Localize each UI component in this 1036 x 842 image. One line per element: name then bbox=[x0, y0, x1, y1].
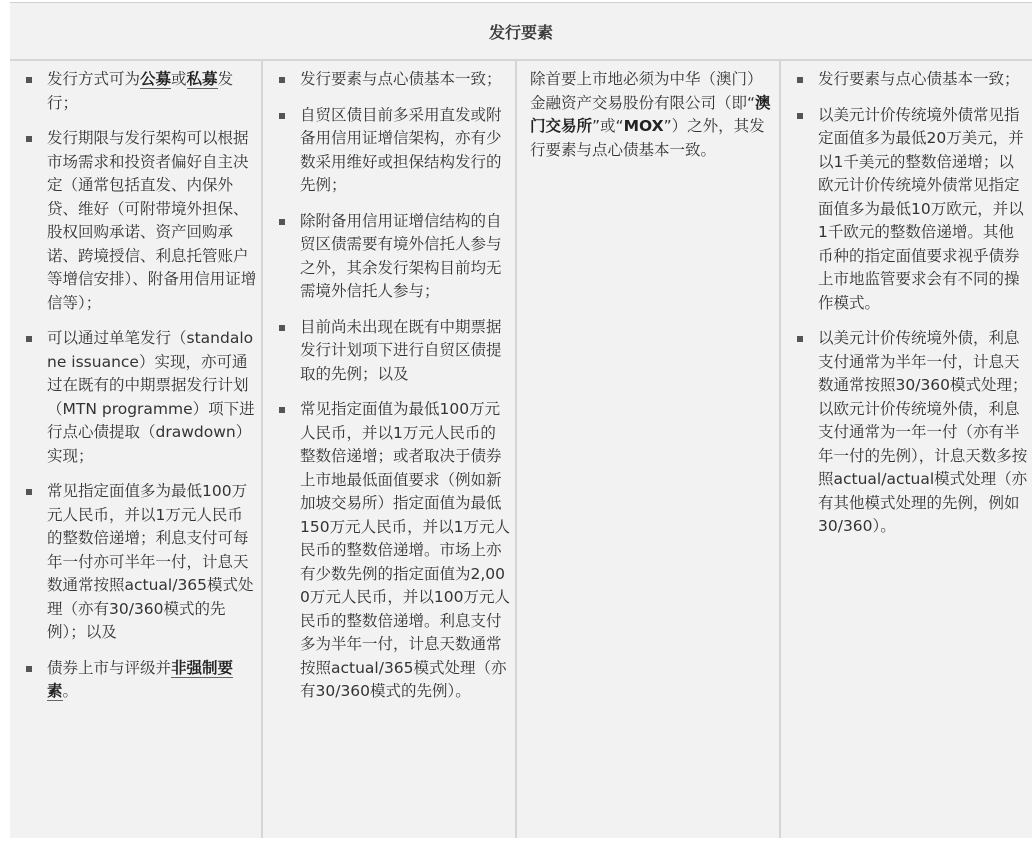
list-item: 发行要素与点心债基本一致； bbox=[263, 68, 511, 92]
table-header-title: 发行要素 bbox=[488, 22, 553, 42]
bullet-list bbox=[781, 68, 1028, 539]
square-bullet-icon bbox=[279, 77, 285, 83]
square-bullet-icon bbox=[797, 113, 803, 119]
square-bullet-icon bbox=[26, 136, 32, 142]
list-item: 债券上市与评级并非强制要素。 bbox=[10, 657, 257, 704]
square-bullet-icon bbox=[797, 77, 803, 83]
list-item: 目前尚未出现在既有中期票据发行计划项下进行自贸区债提取的先例；以及 bbox=[263, 316, 511, 387]
square-bullet-icon bbox=[797, 336, 803, 342]
list-item: 发行方式可为公募或私募发行； bbox=[10, 68, 257, 115]
mox-name-emphasis: 澳门交易所 bbox=[530, 93, 771, 135]
private-placement-emphasis: 私募 bbox=[186, 70, 218, 88]
square-bullet-icon bbox=[279, 407, 285, 413]
square-bullet-icon bbox=[26, 77, 32, 83]
bullet-list bbox=[263, 68, 511, 704]
list-item: 常见指定面值多为最低100万元人民币，并以1万元人民币的整数倍递增；利息支付可每年一付亦可半年一付，计息天数通常按照actual/365模式处理（亦有30/360模式的先例）；以及 bbox=[10, 480, 257, 645]
paragraph: 除首要上市地必须为中华（澳门）金融资产交易股份有限公司（即“澳门交易所”或“MOX”）之外，其发行要素与点心债基本一致。 bbox=[530, 70, 771, 159]
square-bullet-icon bbox=[279, 325, 285, 331]
issuance-elements-table bbox=[10, 2, 1032, 840]
list-item: 自贸区债目前多采用直发或附备用信用证增信架构，亦有少数采用维好或担保结构发行的先例； bbox=[263, 104, 511, 198]
list-item: 除附备用信用证增信结构的自贸区债需要有境外信托人参与之外，其余发行架构目前均无需境外信托人参与； bbox=[263, 210, 511, 304]
table-row bbox=[10, 61, 1032, 838]
square-bullet-icon bbox=[279, 113, 285, 119]
table-header bbox=[10, 3, 1032, 61]
column-dimsum-bond bbox=[10, 61, 263, 838]
list-item: 发行期限与发行架构可以根据市场需求和投资者偏好自主决定（通常包括直发、内保外贷、维好（可附带境外担保、股权回购承诺、资产回购承诺、跨境授信、利息托管账户等增信安排）、附备用信用证增信等）； bbox=[10, 127, 257, 315]
square-bullet-icon bbox=[279, 219, 285, 225]
column-macau-bond bbox=[517, 61, 781, 838]
square-bullet-icon bbox=[26, 489, 32, 495]
column-traditional-offshore-bond bbox=[781, 61, 1032, 838]
public-offering-emphasis: 公募 bbox=[140, 70, 172, 88]
list-item: 以美元计价传统境外债，利息支付通常为半年一付，计息天数通常按照30/360模式处理；以欧元计价传统境外债，利息支付通常为一年一付（亦有半年一付的先例），计息天数多按照actual/actual模式处理（亦有其他模式处理的先例，例如30/360）。 bbox=[781, 327, 1028, 539]
bullet-list bbox=[10, 68, 257, 704]
non-mandatory-emphasis: 非强制要素 bbox=[47, 658, 234, 700]
list-item: 可以通过单笔发行（standalone issuance）实现，亦可通过在既有的中期票据发行计划（MTN programme）项下进行点心债提取（drawdown）实现； bbox=[10, 327, 257, 468]
square-bullet-icon bbox=[26, 666, 32, 672]
column-ftz-bond bbox=[263, 61, 517, 838]
square-bullet-icon bbox=[26, 336, 32, 342]
list-item: 常见指定面值为最低100万元人民币，并以1万元人民币的整数倍递增；或者取决于债券上市地最低面值要求（例如新加坡交易所）指定面值为最低150万元人民币，并以1万元人民币的整数倍递增。市场上亦有少数先例的指定面值为2,000万元人民币，并以100万元人民币的整数倍递增。利息支付多为半年一付，计息天数通常按照actual/365模式处理（亦有30/360模式的先例）。 bbox=[263, 398, 511, 704]
list-item: 发行要素与点心债基本一致； bbox=[781, 68, 1028, 92]
list-item: 以美元计价传统境外债常见指定面值多为最低20万美元，并以1千美元的整数倍递增；以欧元计价传统境外债常见指定面值多为最低10万欧元，并以1千欧元的整数倍递增。其他币种的指定面值要求视乎债券上市地监管要求会有不同的操作模式。 bbox=[781, 104, 1028, 316]
mox-abbr-emphasis: MOX bbox=[623, 117, 664, 135]
